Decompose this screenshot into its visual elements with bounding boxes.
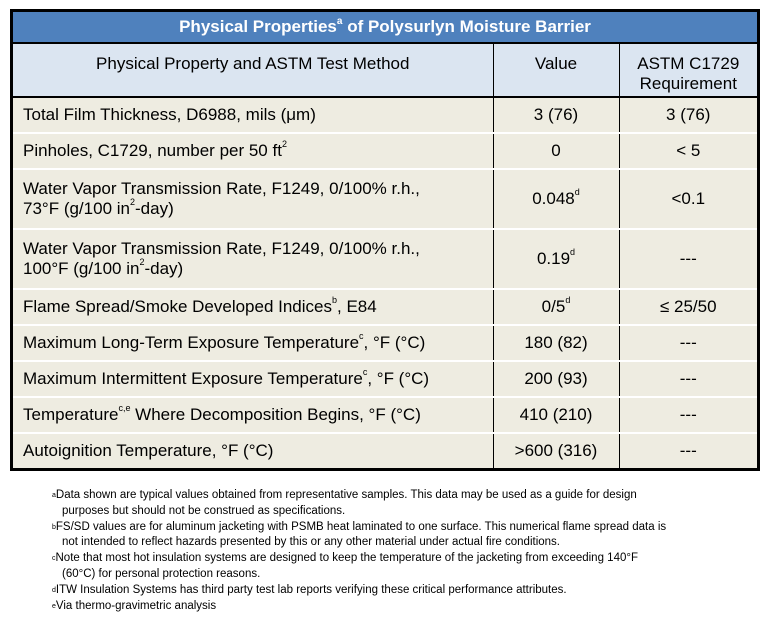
property-cell: Pinholes, C1729, number per 50 $ft^2$ bbox=[13, 133, 493, 169]
requirement-cell: <0.1 bbox=[619, 169, 757, 229]
footnote: $^b$FS/SD values are for aluminum jacketing with PSMB heat laminated to one surface. This numerical flame spread data is not intended to reflect hazards presented by this or any other material under actual fire conditions. bbox=[52, 520, 667, 549]
requirement-cell: < 5 bbox=[619, 133, 757, 169]
footnotes bbox=[52, 488, 752, 614]
requirement-cell: ≤ 25/50 bbox=[619, 289, 757, 325]
requirement-cell: --- bbox=[619, 397, 757, 433]
property-cell: Total Film Thickness, D6988, mils (μm) bbox=[13, 97, 493, 133]
table-row bbox=[13, 361, 757, 397]
footnote: $^d$ITW Insulation Systems has third party test lab reports verifying these critical performance attributes. bbox=[52, 583, 567, 596]
value-cell: >600 (316) bbox=[493, 433, 619, 468]
requirement-cell: --- bbox=[619, 325, 757, 361]
table-row bbox=[13, 325, 757, 361]
value-cell: 0.048$^d$ bbox=[493, 169, 619, 229]
value-cell: 410 (210) bbox=[493, 397, 619, 433]
property-cell: Water Vapor Transmission Rate, F1249, 0/100% r.h., 100°F (g/100 $in^2-day$) bbox=[13, 229, 493, 289]
property-cell: Flame Spread/Smoke Developed Indices$^b$, E84 bbox=[13, 289, 493, 325]
table-row bbox=[13, 133, 757, 169]
value-cell: 0/5$^d$ bbox=[493, 289, 619, 325]
property-cell: Temperature$^{c,e}$ Where Decomposition Begins, °F (°C) bbox=[13, 397, 493, 433]
property-cell: Maximum Long-Term Exposure Temperature$^c$, °F (°C) bbox=[13, 325, 493, 361]
properties-table bbox=[10, 9, 760, 471]
table-row bbox=[13, 397, 757, 433]
table-row bbox=[13, 169, 757, 229]
value-cell: 200 (93) bbox=[493, 361, 619, 397]
table-title: Physical Properties$^a$ of Polysurlyn Moisture Barrier bbox=[13, 12, 757, 43]
requirement-cell: --- bbox=[619, 361, 757, 397]
property-cell: Autoignition Temperature, °F (°C) bbox=[13, 433, 493, 468]
header-property: Physical Property and ASTM Test Method bbox=[13, 43, 493, 97]
requirement-cell: --- bbox=[619, 229, 757, 289]
property-cell: Maximum Intermittent Exposure Temperature$^c$, °F (°C) bbox=[13, 361, 493, 397]
footnote: $^e$Via thermo-gravimetric analysis bbox=[52, 599, 217, 612]
table-row bbox=[13, 433, 757, 468]
value-cell: 3 (76) bbox=[493, 97, 619, 133]
table-row bbox=[13, 289, 757, 325]
table-row bbox=[13, 97, 757, 133]
header-requirement: ASTM C1729 Requirement bbox=[619, 43, 757, 97]
table-body bbox=[13, 97, 757, 468]
value-cell: 0.19$^d$ bbox=[493, 229, 619, 289]
property-cell: Water Vapor Transmission Rate, F1249, 0/100% r.h., 73°F (g/100 $in^2-day$) bbox=[13, 169, 493, 229]
table-row bbox=[13, 229, 757, 289]
value-cell: 180 (82) bbox=[493, 325, 619, 361]
header-value: Value bbox=[493, 43, 619, 97]
footnote: $^c$Note that most hot insulation systems are designed to keep the temperature of the jacketing from exceeding 140°F (60°C) for personal protection reasons. bbox=[52, 552, 638, 580]
value-cell: 0 bbox=[493, 133, 619, 169]
requirement-cell: --- bbox=[619, 433, 757, 468]
footnote: $^a$Data shown are typical values obtained from representative samples. This data may be used as a guide for design purposes but should not be construed as specifications. bbox=[52, 489, 637, 517]
requirement-cell: 3 (76) bbox=[619, 97, 757, 133]
